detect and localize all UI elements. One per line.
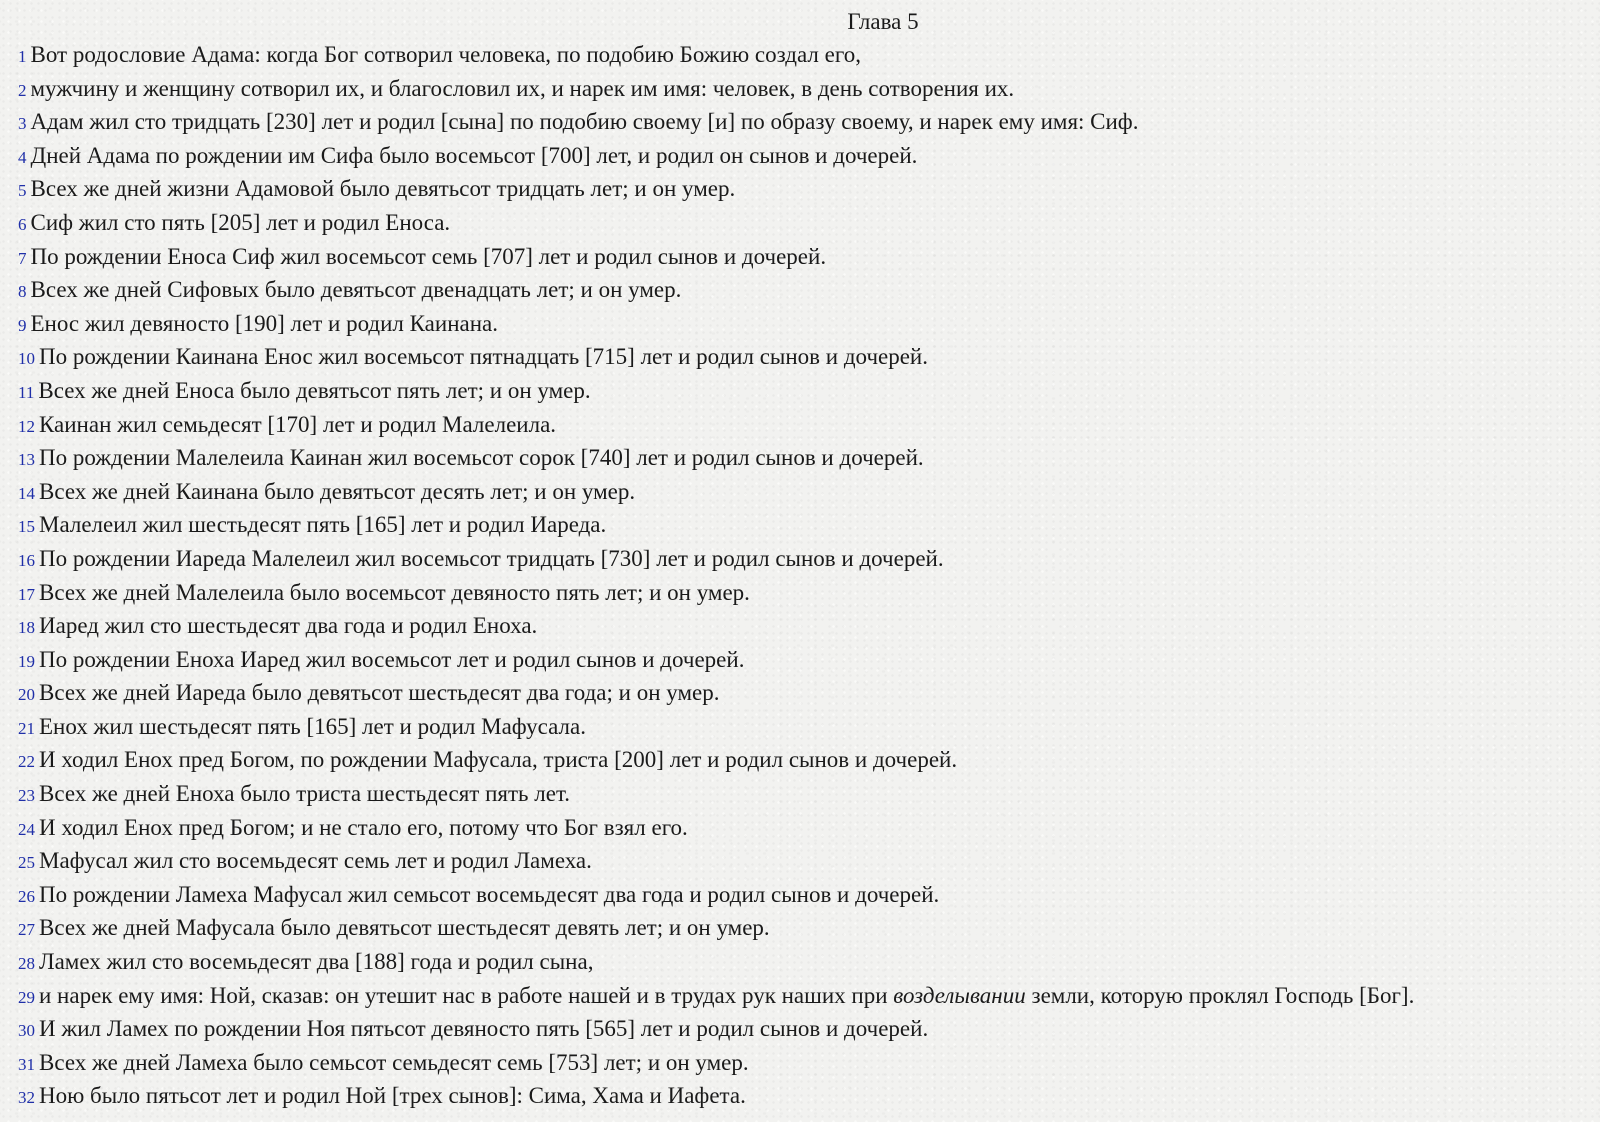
verse-text: По рождении Еноса Сиф жил восемьсот семь [707] лет и родил сынов и дочерей. xyxy=(30,243,827,269)
verse xyxy=(18,441,1588,475)
verse-text: Иаред жил сто шестьдесят два года и родил Еноха. xyxy=(39,613,538,639)
verse xyxy=(18,508,1588,542)
verse-number: 12 xyxy=(18,416,35,436)
verse-text: Ною было пятьсот лет и родил Ной [трех сынов]: Сима, Хама и Иафета. xyxy=(39,1083,746,1109)
verse-number: 1 xyxy=(18,47,27,66)
verse-text: Сиф жил сто пять [205] лет и родил Еноса. xyxy=(30,209,451,235)
verse-text: Мафусал жил сто восемьдесят семь лет и родил Ламеха. xyxy=(39,848,592,874)
verse xyxy=(18,979,1588,1013)
verse-text: И ходил Енох пред Богом; и не стало его, потому что Бог взял его. xyxy=(39,814,688,840)
verse-number: 4 xyxy=(18,147,27,167)
verse-number: 10 xyxy=(18,349,35,369)
verse xyxy=(18,374,1588,408)
verse-number: 2 xyxy=(18,80,27,100)
verse-number: 31 xyxy=(18,1054,35,1074)
verse xyxy=(18,475,1588,509)
verse-text: Всех же дней Ламеха было семьсот семьдесят семь [753] лет; и он умер. xyxy=(39,1049,749,1075)
verse xyxy=(18,206,1588,240)
verse-number: 32 xyxy=(18,1088,35,1108)
verse xyxy=(18,811,1588,845)
verse xyxy=(18,38,1588,72)
verse-number: 15 xyxy=(18,517,35,537)
verse xyxy=(18,743,1588,777)
verse-text: Дней Адама по рождении им Сифа было восемьсот [700] лет, и родил он сынов и дочерей. xyxy=(30,142,918,168)
verse-text: По рождении Иареда Малелеил жил восемьсот тридцать [730] лет и родил сынов и дочерей. xyxy=(39,545,944,571)
verse-number: 19 xyxy=(18,651,35,671)
verse-number: 8 xyxy=(18,282,27,302)
verse-number: 16 xyxy=(18,550,35,570)
verse-number: 13 xyxy=(18,450,35,470)
verse xyxy=(18,340,1588,374)
verse xyxy=(18,172,1588,206)
verse-number: 11 xyxy=(18,382,35,402)
verse-text: Всех же дней Сифовых было девятьсот двенадцать лет; и он умер. xyxy=(30,277,682,303)
verse xyxy=(18,945,1588,979)
verse-number: 24 xyxy=(18,819,35,839)
verse-number: 23 xyxy=(18,786,35,806)
verse-text-italic: возделывании xyxy=(893,982,1026,1008)
verse-number: 22 xyxy=(18,752,35,772)
verse-text: мужчину и женщину сотворил их, и благословил их, и нарек им имя: человек, в день сотворения их. xyxy=(30,75,1015,101)
verse-text: Всех же дней жизни Адамовой было девятьсот тридцать лет; и он умер. xyxy=(30,176,736,202)
verse xyxy=(18,307,1588,341)
chapter-page xyxy=(18,6,1588,1113)
verse-number: 29 xyxy=(18,987,35,1007)
verse-number: 30 xyxy=(18,1021,35,1041)
verse xyxy=(18,576,1588,610)
verse-text: Всех же дней Еноса было девятьсот пять лет; и он умер. xyxy=(38,377,591,403)
verse-number: 26 xyxy=(18,886,35,906)
verse-text-part: и нарек ему имя: Ной, сказав: он утешит нас в работе нашей и в трудах рук наших при xyxy=(39,982,894,1008)
verse-number: 6 xyxy=(18,214,27,234)
verse-number: 21 xyxy=(18,718,35,738)
verse-number: 7 xyxy=(18,248,27,268)
verse-number: 18 xyxy=(18,618,35,638)
verse-number: 28 xyxy=(18,954,35,974)
verse xyxy=(18,878,1588,912)
verse-text: Всех же дней Малелеила было восемьсот девяносто пять лет; и он умер. xyxy=(39,579,750,605)
verse-text: Вот родословие Адама: когда Бог сотворил человека, по подобию Божию создал его, xyxy=(30,42,861,67)
verse-list xyxy=(18,38,1588,1113)
verse xyxy=(18,72,1588,106)
verse-number: 27 xyxy=(18,920,35,940)
verse-number: 25 xyxy=(18,853,35,873)
verse-text: По рождении Каинана Енос жил восемьсот пятнадцать [715] лет и родил сынов и дочерей. xyxy=(39,344,928,370)
verse xyxy=(18,676,1588,710)
verse-number: 5 xyxy=(18,181,27,201)
verse xyxy=(18,1046,1588,1080)
verse-text: Всех же дней Иареда было девятьсот шестьдесят два года; и он умер. xyxy=(39,680,720,706)
verse xyxy=(18,710,1588,744)
verse-text: Каинан жил семьдесят [170] лет и родил Малелеила. xyxy=(39,411,557,437)
verse-text xyxy=(39,983,1414,1008)
verse-text: По рождении Еноха Иаред жил восемьсот лет и родил сынов и дочерей. xyxy=(39,646,745,672)
verse-number: 9 xyxy=(18,315,27,335)
verse xyxy=(18,542,1588,576)
verse-text: Всех же дней Мафусала было девятьсот шестьдесят девять лет; и он умер. xyxy=(39,915,770,941)
verse xyxy=(18,408,1588,442)
verse xyxy=(18,777,1588,811)
chapter-title: Глава 5 xyxy=(847,9,919,34)
verse-text-part: земли, которую проклял Господь [Бог]. xyxy=(1025,982,1415,1008)
verse xyxy=(18,240,1588,274)
verse-text: Всех же дней Каинана было девятьсот десять лет; и он умер. xyxy=(39,478,636,504)
verse-text: И жил Ламех по рождении Ноя пятьсот девяносто пять [565] лет и родил сынов и дочерей. xyxy=(39,1016,929,1042)
verse-text: Енох жил шестьдесят пять [165] лет и родил Мафусала. xyxy=(39,713,586,739)
verse xyxy=(18,105,1588,139)
verse xyxy=(18,139,1588,173)
verse-text: Адам жил сто тридцать [230] лет и родил [сына] по подобию своему [и] по образу своему, и нарек ему имя: Сиф. xyxy=(30,109,1139,135)
verse xyxy=(18,273,1588,307)
verse-number: 3 xyxy=(18,114,27,134)
verse-text: Малелеил жил шестьдесят пять [165] лет и родил Иареда. xyxy=(39,512,607,538)
verse-number: 17 xyxy=(18,584,35,604)
verse xyxy=(18,1079,1588,1113)
verse-number: 20 xyxy=(18,685,35,705)
verse-text: Ламех жил сто восемьдесят два [188] года и родил сына, xyxy=(39,949,594,975)
verse xyxy=(18,844,1588,878)
verse-text: По рождении Ламеха Мафусал жил семьсот восемьдесят два года и родил сынов и дочерей. xyxy=(39,881,940,907)
verse-text: И ходил Енох пред Богом, по рождении Мафусала, триста [200] лет и родил сынов и дочерей. xyxy=(39,747,958,773)
verse-text: Всех же дней Еноха было триста шестьдесят пять лет. xyxy=(39,781,571,807)
verse-text: Енос жил девяносто [190] лет и родил Каинана. xyxy=(30,310,498,336)
verse xyxy=(18,911,1588,945)
verse-number: 14 xyxy=(18,483,35,503)
verse xyxy=(18,1012,1588,1046)
verse xyxy=(18,609,1588,643)
verse-text: По рождении Малелеила Каинан жил восемьсот сорок [740] лет и родил сынов и дочерей. xyxy=(39,445,924,471)
verse xyxy=(18,643,1588,677)
